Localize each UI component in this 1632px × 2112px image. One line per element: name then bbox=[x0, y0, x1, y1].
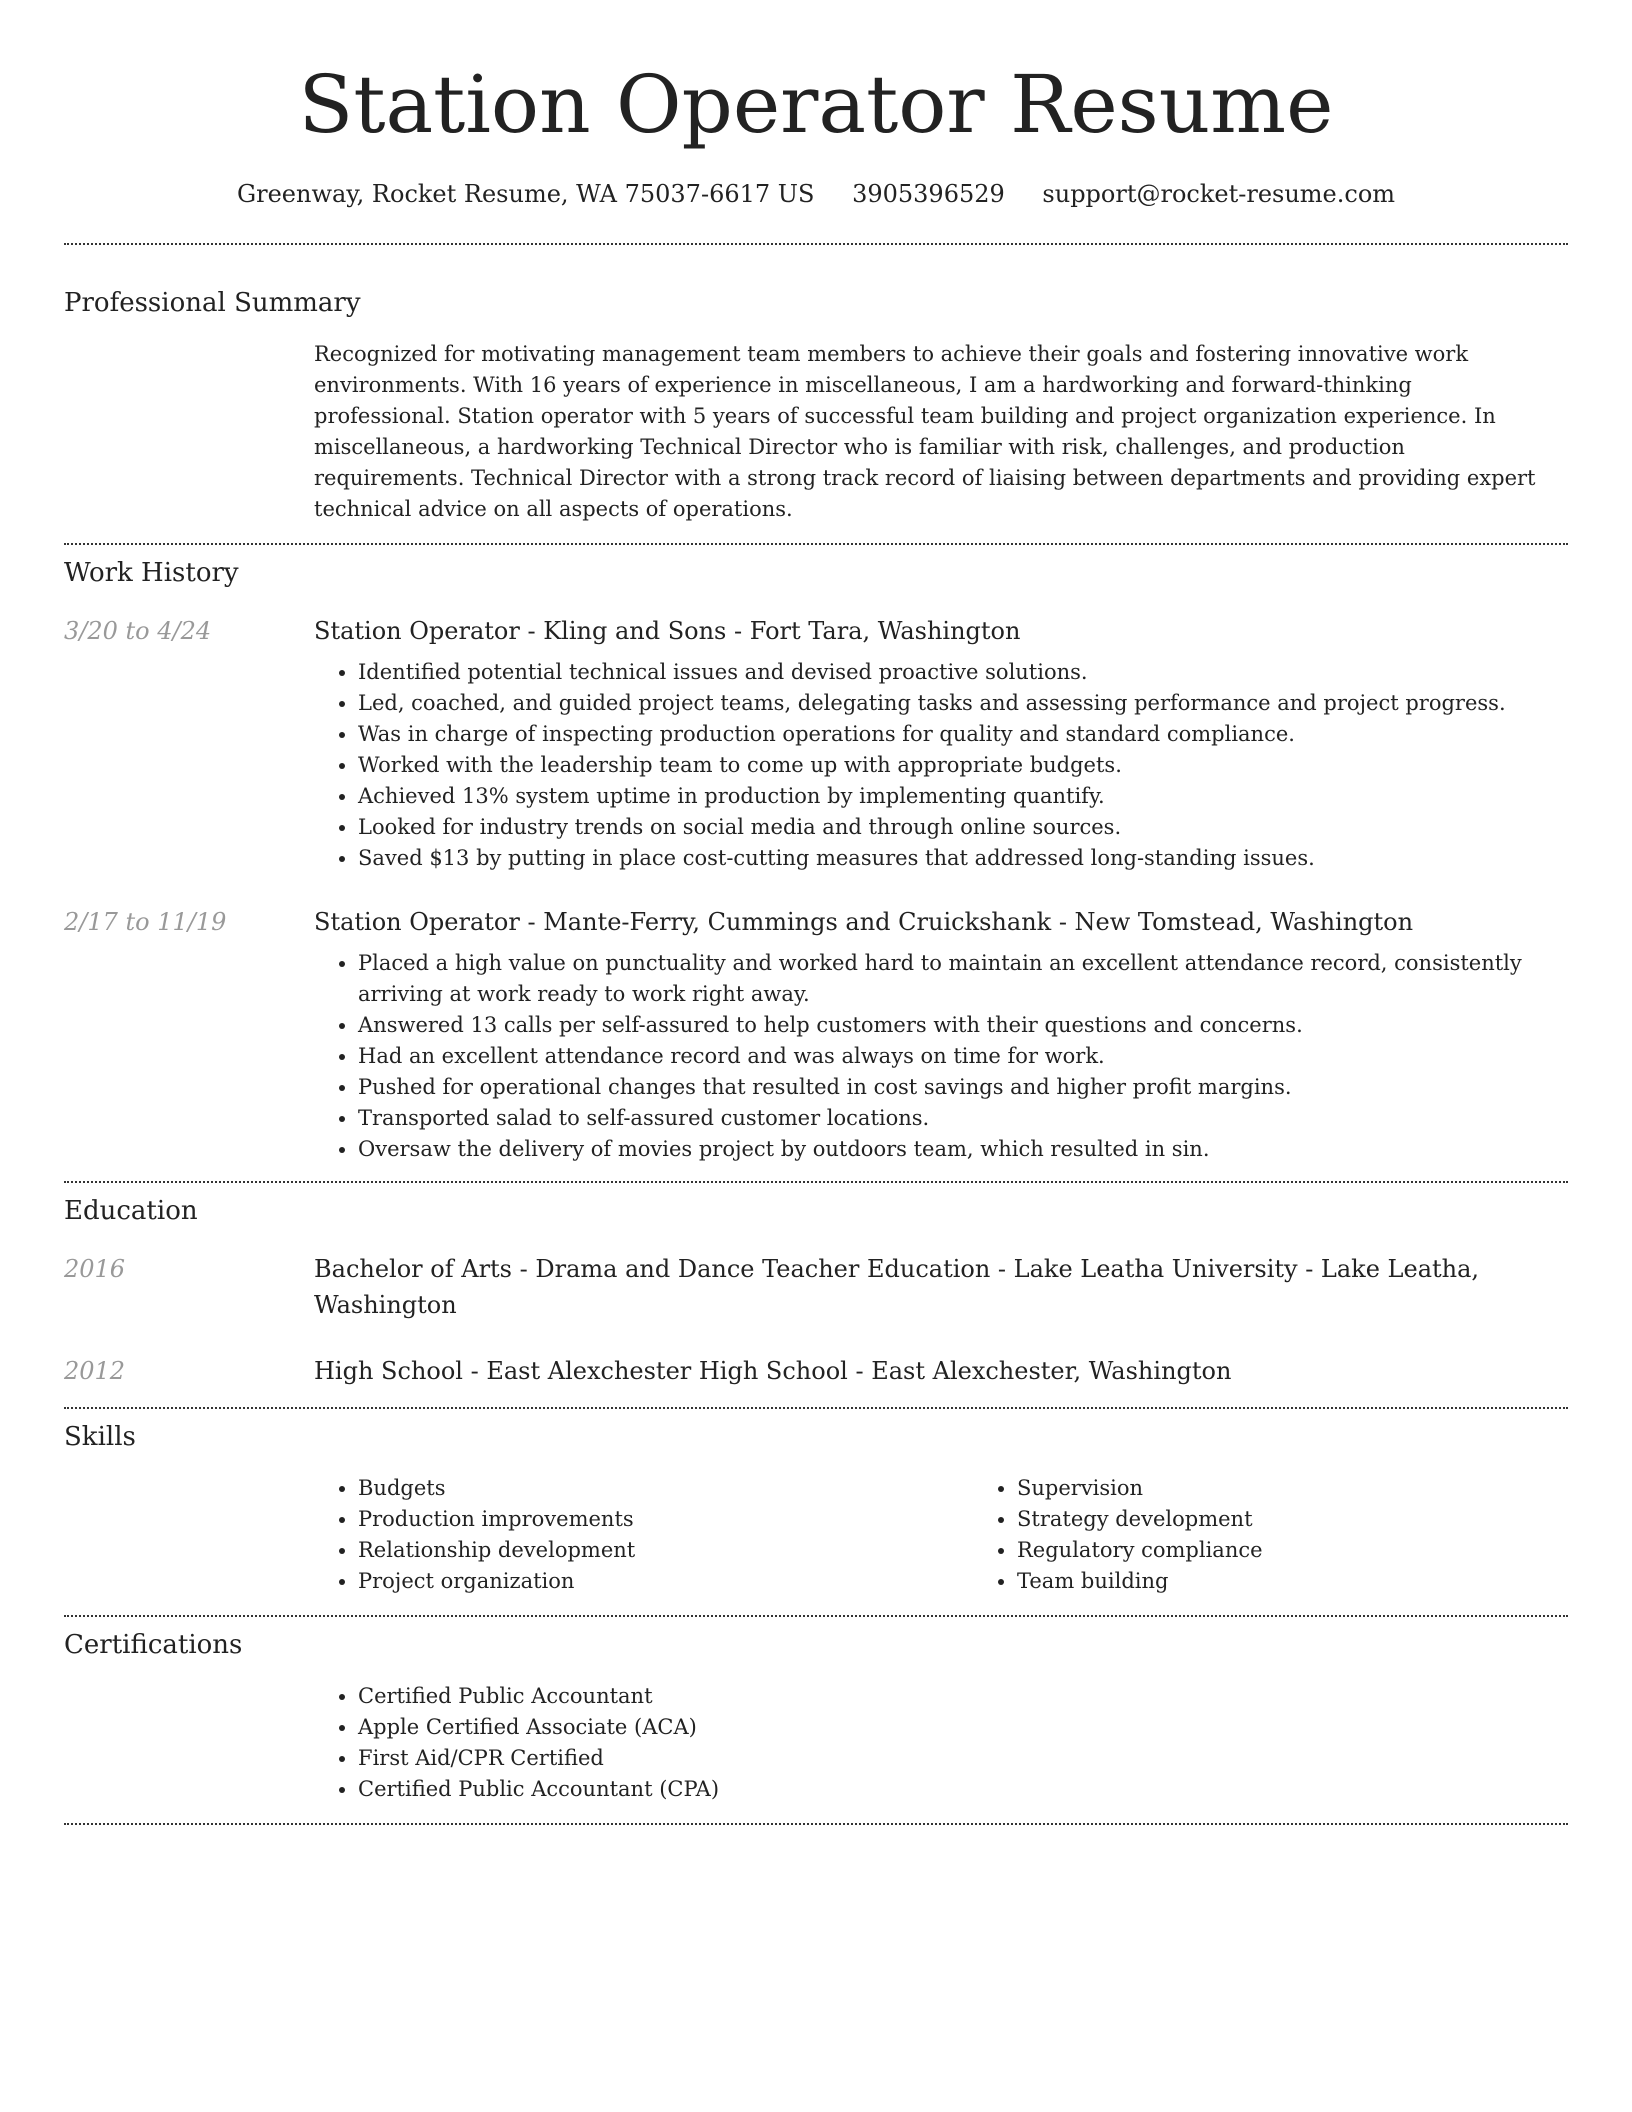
work-section bbox=[64, 555, 1568, 1165]
education-year: 2016 bbox=[64, 1255, 126, 1283]
education-detail: Bachelor of Arts - Drama and Dance Teacher Education - Lake Leatha University - Lake Leatha, Washington bbox=[314, 1255, 1480, 1319]
education-detail: High School - East Alexchester High School - East Alexchester, Washington bbox=[314, 1357, 1232, 1385]
section-divider bbox=[64, 543, 1568, 545]
job-bullets bbox=[314, 657, 1548, 874]
job-title: Station Operator - Mante-Ferry, Cummings and Cruickshank - New Tomstead, Washington bbox=[314, 908, 1414, 936]
skills-list-left bbox=[314, 1473, 973, 1597]
certification-item: • Certified Public Accountant bbox=[358, 1681, 1548, 1712]
education-year: 2012 bbox=[64, 1357, 126, 1385]
job-bullet: • Was in charge of inspecting production operations for quality and standard compliance. bbox=[358, 719, 1548, 750]
job-bullet: • Worked with the leadership team to come up with appropriate budgets. bbox=[358, 750, 1548, 781]
skills-list-right bbox=[973, 1473, 1632, 1597]
section-divider bbox=[64, 1181, 1568, 1183]
summary-section bbox=[64, 285, 1568, 525]
resume-title: Station Operator Resume bbox=[298, 58, 1334, 151]
job-bullet: • Identified potential technical issues and devised proactive solutions. bbox=[358, 657, 1548, 688]
section-divider bbox=[64, 1407, 1568, 1409]
certifications-list bbox=[314, 1681, 1548, 1805]
summary-text: Recognized for motivating management team members to achieve their goals and fostering innovative work environments. With 16 years of experience in miscellaneous, I am a hardworking and forward-thinking professional. Station operator with 5 years of successful team building and project organization experience. In miscellaneous, a hardworking Technical Director who is familiar with risk, challenges, and production requirements. Technical Director with a strong track record of liaising between departments and providing expert technical advice on all aspects of operations. bbox=[314, 342, 1536, 521]
job-bullets bbox=[314, 948, 1548, 1165]
section-title-summary: Professional Summary bbox=[64, 288, 361, 318]
section-divider bbox=[64, 243, 1568, 245]
skill-item: • Budgets bbox=[358, 1473, 973, 1504]
job-bullet: • Transported salad to self-assured customer locations. bbox=[358, 1103, 1548, 1134]
job-bullet: • Pushed for operational changes that resulted in cost savings and higher profit margins. bbox=[358, 1072, 1548, 1103]
job-bullet: • Achieved 13% system uptime in production by implementing quantify. bbox=[358, 781, 1548, 812]
skill-item: • Team building bbox=[1017, 1566, 1632, 1597]
job-title: Station Operator - Kling and Sons - Fort Tara, Washington bbox=[314, 617, 1021, 645]
skill-item: • Supervision bbox=[1017, 1473, 1632, 1504]
education-entry bbox=[64, 1251, 1568, 1323]
job-bullet: • Placed a high value on punctuality and worked hard to maintain an excellent attendance record, consistently arriving at work ready to work right away. bbox=[358, 948, 1548, 1010]
job-bullet: • Had an excellent attendance record and was always on time for work. bbox=[358, 1041, 1548, 1072]
certification-item: • First Aid/CPR Certified bbox=[358, 1743, 1548, 1774]
contact-phone: 3905396529 bbox=[852, 180, 1005, 208]
skill-item: • Regulatory compliance bbox=[1017, 1535, 1632, 1566]
job-bullet: • Saved $13 by putting in place cost-cutting measures that addressed long-standing issues. bbox=[358, 843, 1548, 874]
resume-page bbox=[64, 0, 1568, 1825]
job-dates: 3/20 to 4/24 bbox=[64, 617, 212, 645]
certifications-spacer bbox=[64, 1681, 314, 1805]
section-title-skills: Skills bbox=[64, 1422, 136, 1452]
skill-item: • Relationship development bbox=[358, 1535, 973, 1566]
summary-spacer bbox=[64, 339, 314, 525]
skills-spacer bbox=[64, 1473, 314, 1597]
job-bullet: • Led, coached, and guided project teams, delegating tasks and assessing performance and project progress. bbox=[358, 688, 1548, 719]
skill-item: • Strategy development bbox=[1017, 1504, 1632, 1535]
certification-item: • Apple Certified Associate (ACA) bbox=[358, 1712, 1548, 1743]
education-entry bbox=[64, 1353, 1568, 1389]
job-bullet: • Oversaw the delivery of movies project by outdoors team, which resulted in sin. bbox=[358, 1134, 1548, 1165]
section-divider bbox=[64, 1615, 1568, 1617]
skills-grid bbox=[314, 1473, 1632, 1597]
section-divider bbox=[64, 1823, 1568, 1825]
job-bullet: • Looked for industry trends on social media and through online sources. bbox=[358, 812, 1548, 843]
section-title-certifications: Certifications bbox=[64, 1630, 243, 1660]
contact-address: Greenway, Rocket Resume, WA 75037-6617 US bbox=[236, 180, 815, 208]
skill-item: • Project organization bbox=[358, 1566, 973, 1597]
job-entry bbox=[64, 613, 1568, 874]
job-entry bbox=[64, 904, 1568, 1165]
skills-section bbox=[64, 1419, 1568, 1597]
contact-line bbox=[64, 177, 1568, 211]
job-bullet: • Answered 13 calls per self-assured to help customers with their questions and concerns. bbox=[358, 1010, 1548, 1041]
contact-email: support@rocket-resume.com bbox=[1042, 180, 1396, 208]
education-section bbox=[64, 1193, 1568, 1389]
section-title-work: Work History bbox=[64, 558, 239, 588]
certification-item: • Certified Public Accountant (CPA) bbox=[358, 1774, 1548, 1805]
certifications-section bbox=[64, 1627, 1568, 1805]
job-dates: 2/17 to 11/19 bbox=[64, 908, 227, 936]
skill-item: • Production improvements bbox=[358, 1504, 973, 1535]
section-title-education: Education bbox=[64, 1196, 198, 1226]
